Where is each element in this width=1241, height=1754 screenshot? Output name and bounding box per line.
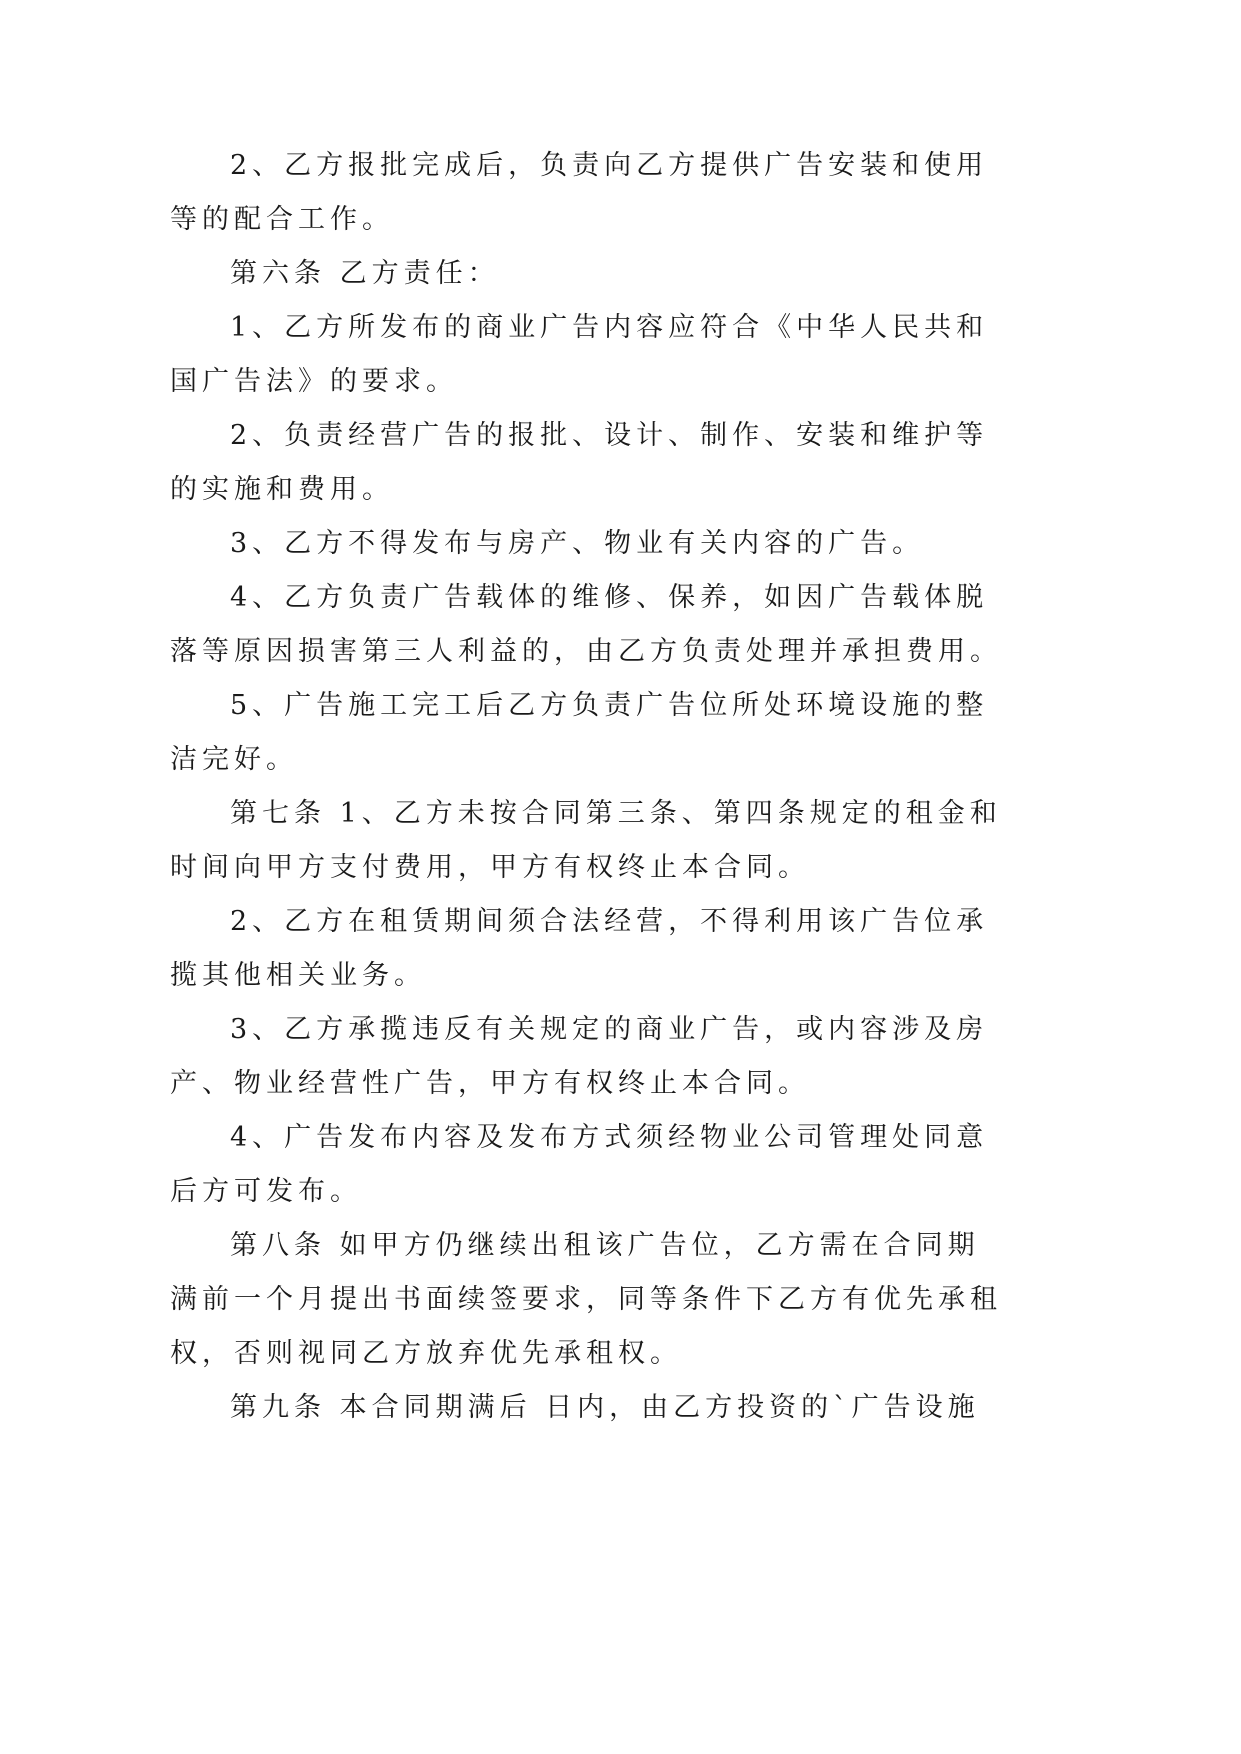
- section-heading: [170, 247, 950, 301]
- text-line: 时间向甲方支付费用，甲方有权终止本合同。: [170, 852, 810, 883]
- paragraph: [170, 1003, 989, 1111]
- paragraph: [170, 1381, 980, 1435]
- text-line: 3、乙方不得发布与房产、物业有关内容的广告。: [230, 528, 925, 559]
- text-line: 国广告法》的要求。: [170, 366, 458, 397]
- text-line: 权，否则视同乙方放弃优先承租权。: [170, 1338, 682, 1369]
- paragraph: [170, 517, 950, 571]
- paragraph: [170, 571, 1002, 679]
- paragraph: [170, 1219, 1002, 1381]
- text-line: 第八条 如甲方仍继续出租该广告位，乙方需在合同期: [230, 1230, 980, 1261]
- paragraph: [170, 409, 989, 517]
- text-line: 等的配合工作。: [170, 204, 394, 235]
- text-line: 第七条 1、乙方未按合同第三条、第四条规定的租金和: [230, 798, 1002, 829]
- paragraph: [170, 1111, 989, 1219]
- text-line: 第九条 本合同期满后 日内，由乙方投资的`广告设施: [230, 1392, 980, 1423]
- text-line: 2、乙方报批完成后，负责向乙方提供广告安装和使用: [230, 150, 989, 181]
- text-line: 1、乙方所发布的商业广告内容应符合《中华人民共和: [230, 312, 989, 343]
- text-line: 后方可发布。: [170, 1176, 362, 1207]
- text-line: 第六条 乙方责任：: [230, 258, 500, 289]
- text-line: 产、物业经营性广告，甲方有权终止本合同。: [170, 1068, 810, 1099]
- text-line: 4、乙方负责广告载体的维修、保养，如因广告载体脱: [230, 582, 989, 613]
- text-line: 2、负责经营广告的报批、设计、制作、安装和维护等: [230, 420, 989, 451]
- paragraph: [170, 787, 1002, 895]
- text-line: 揽其他相关业务。: [170, 960, 426, 991]
- text-line: 4、广告发布内容及发布方式须经物业公司管理处同意: [230, 1122, 989, 1153]
- text-line: 的实施和费用。: [170, 474, 394, 505]
- paragraph: [170, 301, 989, 409]
- paragraph: [170, 679, 989, 787]
- text-line: 洁完好。: [170, 744, 298, 775]
- paragraph: [170, 895, 989, 1003]
- paragraph: [170, 139, 989, 247]
- text-line: 2、乙方在租赁期间须合法经营，不得利用该广告位承: [230, 906, 989, 937]
- contract-body: [170, 139, 1002, 1435]
- text-line: 5、广告施工完工后乙方负责广告位所处环境设施的整: [230, 690, 989, 721]
- text-line: 满前一个月提出书面续签要求，同等条件下乙方有优先承租: [170, 1284, 1002, 1315]
- text-line: 落等原因损害第三人利益的，由乙方负责处理并承担费用。: [170, 636, 1002, 667]
- text-line: 3、乙方承揽违反有关规定的商业广告，或内容涉及房: [230, 1014, 989, 1045]
